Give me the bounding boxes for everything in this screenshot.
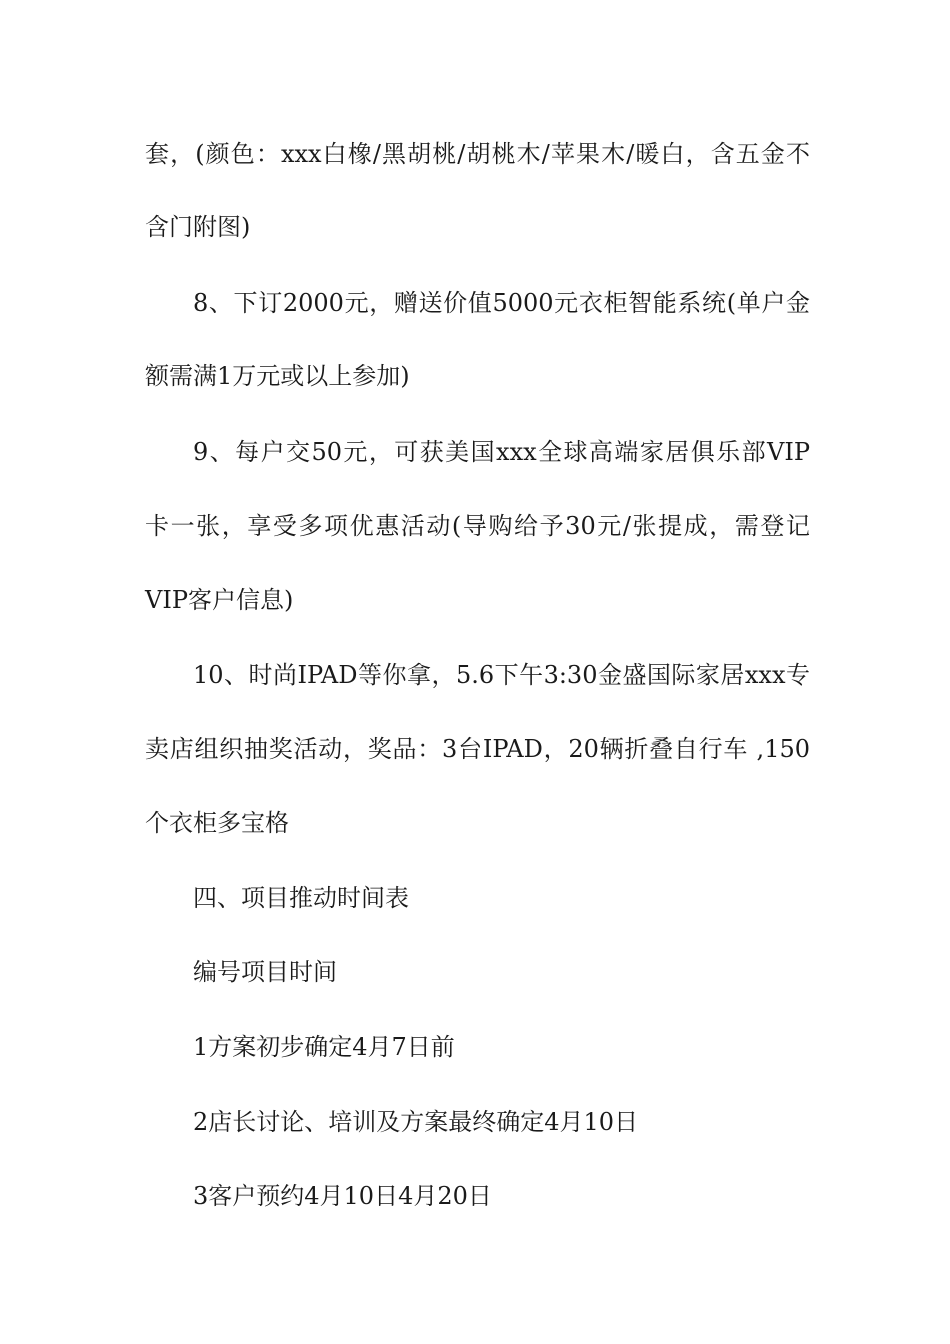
- text-line: 卡一张，享受多项优惠活动(导购给予30元/张提成，需登记: [145, 512, 810, 540]
- text-line: VIP客户信息): [145, 586, 294, 614]
- schedule-row: 3客户预约4月10日4月20日: [193, 1182, 492, 1210]
- schedule-row: 1方案初步确定4月7日前: [193, 1033, 455, 1061]
- text-line: 个衣柜多宝格: [145, 809, 289, 837]
- text-line: 9、每户交50元，可获美国xxx全球高端家居俱乐部VIP: [193, 438, 810, 466]
- text-line: 套，(颜色：xxx白橡/黑胡桃/胡桃木/苹果木/暖白，含五金不: [145, 140, 810, 168]
- text-line: 8、下订2000元，赠送价值5000元衣柜智能系统(单户金: [193, 289, 810, 317]
- text-line: 额需满1万元或以上参加): [145, 362, 410, 390]
- section-heading: 四、项目推动时间表: [193, 884, 409, 912]
- text-line: 卖店组织抽奖活动，奖品：3台IPAD，20辆折叠自行车 ,150: [145, 735, 810, 763]
- table-header-line: 编号项目时间: [193, 958, 337, 986]
- text-line: 含门附图): [145, 213, 251, 241]
- schedule-row: 2店长讨论、培训及方案最终确定4月10日: [193, 1108, 639, 1136]
- text-line: 10、时尚IPAD等你拿，5.6下午3:30金盛国际家居xxx专: [193, 661, 810, 689]
